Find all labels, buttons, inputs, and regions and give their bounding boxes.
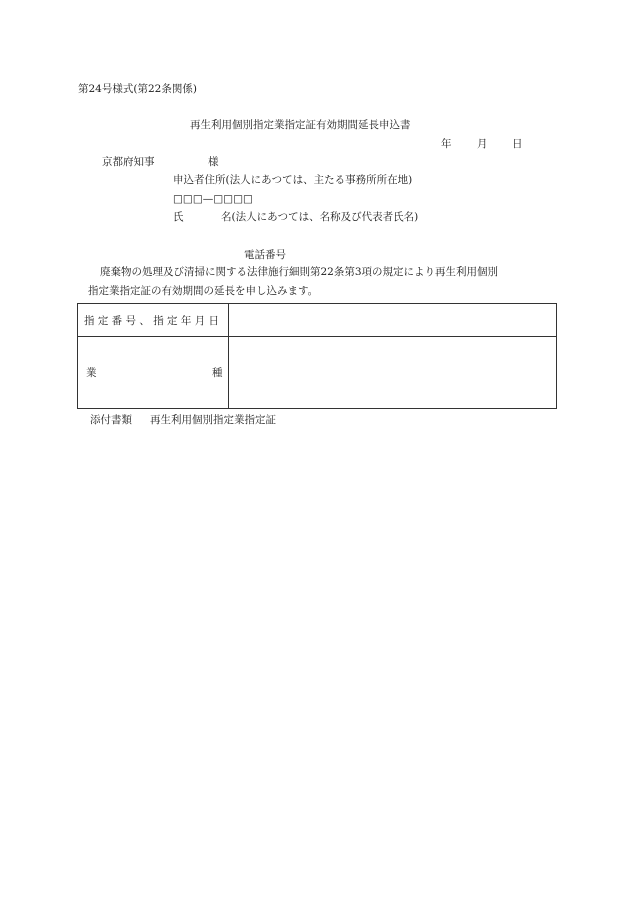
applicant-address-label: 申込者住所(法人にあつては、主たる事務所所在地) [173,174,413,186]
form-number: 第24号様式(第22条関係) [78,83,197,95]
attachment-value: 再生利用個別指定業指定証 [150,414,276,426]
attachment-label: 添付書類 [90,414,132,426]
application-table [77,303,557,409]
table-column-divider [228,304,229,408]
applicant-name-label-part2: 名(法人にあつては、名称及び代表者氏名) [221,211,419,223]
body-text-line-2: 指定業指定証の有効期間の延長を申し込みます。 [88,285,319,297]
addressee-honorific: 様 [208,156,219,168]
designation-number-date-label: 指 定 番 号 、 指 定 年 月 日 [84,315,220,327]
phone-number-label: 電話番号 [244,249,286,261]
date-year-label: 年 [441,138,452,150]
applicant-name-label-part1: 氏 [173,211,184,223]
date-month-label: 月 [477,138,488,150]
document-title: 再生利用個別指定業指定証有効期間延長申込書 [190,119,411,131]
business-type-label-char1: 業 [86,367,97,379]
business-type-label-char2: 種 [212,367,223,379]
date-day-label: 日 [512,138,523,150]
designation-number-row [78,304,556,337]
addressee-name: 京都府知事 [102,156,155,168]
business-type-row [78,337,556,408]
body-text-line-1: 廃棄物の処理及び清掃に関する法律施行細則第22条第3項の規定により再生利用個別 [100,266,499,278]
postal-code-placeholder: □□□—□□□□ [173,193,253,205]
